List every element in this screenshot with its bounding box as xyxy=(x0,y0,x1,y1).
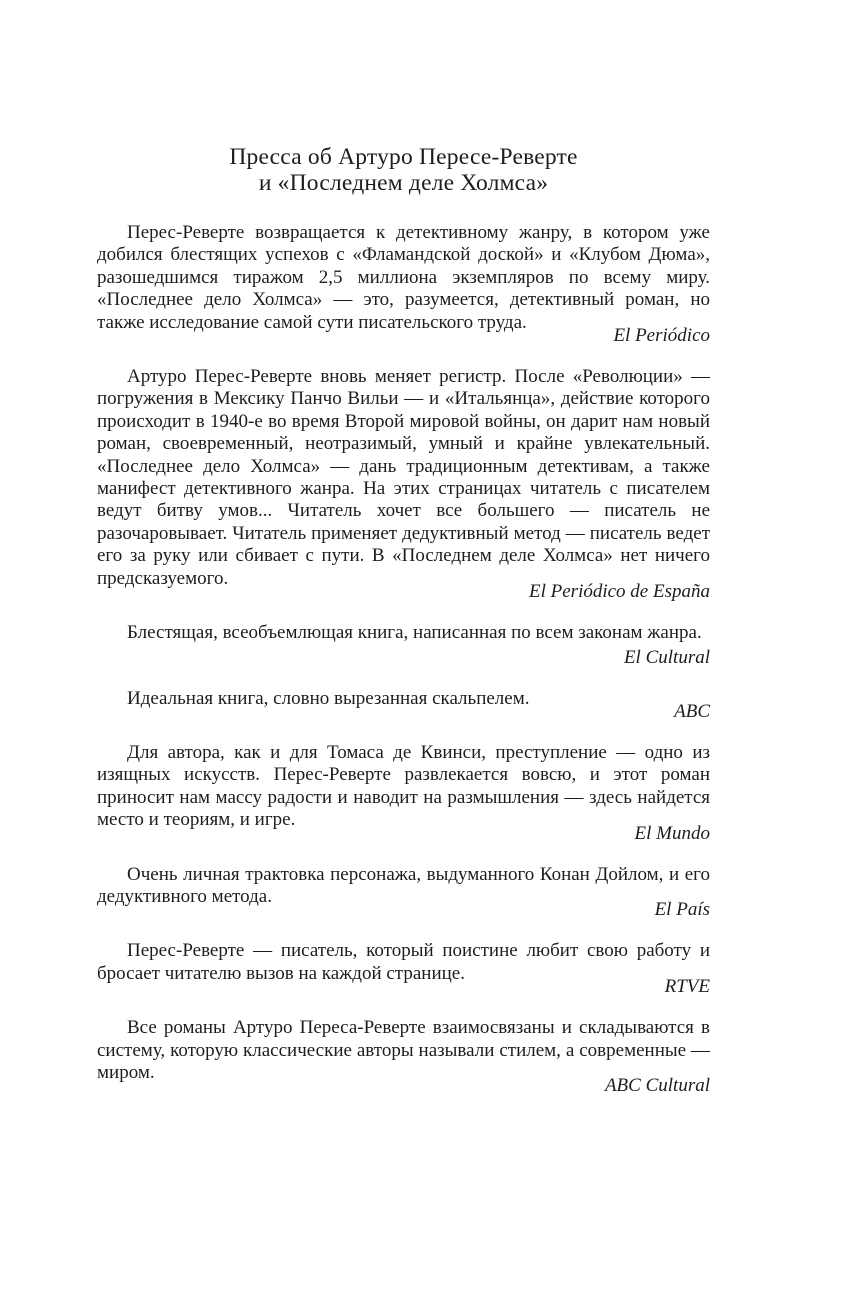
press-quote-rtve xyxy=(97,940,710,998)
quote-text: Очень личная трактовка персонажа, выдуманного Конан Дойлом, и его дедуктивного метода. xyxy=(97,863,710,907)
quote-source: ABC xyxy=(674,700,710,722)
quote-source: El Periódico de España xyxy=(529,581,710,603)
quote-text: Перес-Реверте возвращается к детективному жанру, в котором уже добился блестящих успехов с «Фламандской доской» и «Клубом Дюма», разошедшимся тиражом 2,5 миллиона экземпляров по всему миру. «Последнее дело Холмса» — это, разумеется, детективный роман, но также исследование самой сути писательского труда. xyxy=(97,222,710,333)
press-quote-el-periodico xyxy=(97,222,710,347)
quote-source: El País xyxy=(654,899,710,921)
press-quote-abc xyxy=(97,688,710,723)
page-title xyxy=(97,144,710,196)
press-quote-el-cultural xyxy=(97,622,710,668)
page-content xyxy=(97,144,710,1116)
press-quote-el-pais xyxy=(97,864,710,922)
quote-text: Артуро Перес-Реверте вновь меняет регистр. После «Революции» — погружения в Мексику Панчо Вильи — и «Итальянца», действие которого происходит в 1940-е во время Второй мировой войны, он дарит нам новый роман, своевременный, неотразимый, умный и крайне увлекательный. «Последнее дело Холмса» — дань традиционным детективам, а также манифест детективного жанра. На этих страницах читатель с писателем ведут битву умов... Читатель хочет все большего — писатель не разочаровывает. Читатель применяет дедуктивный метод — писатель ведет его за руку или сбивает с пути. В «Последнем деле Холмса» нет ничего предсказуемого. xyxy=(97,366,710,589)
quote-text: Идеальная книга, словно вырезанная скальпелем. xyxy=(127,687,530,709)
page-title-line-1: Пресса об Артуро Пересе-Реверте xyxy=(229,144,578,170)
quote-source: RTVE xyxy=(664,976,710,998)
quote-text: Для автора, как и для Томаса де Квинси, преступление — одно из изящных искусств. Перес-Реверте развлекается вовсю, и этот роман приносит нам массу радости и наводит на размышления — здесь найдется место и теориям, и игре. xyxy=(97,741,710,831)
press-quote-el-mundo xyxy=(97,742,710,845)
press-quote-abc-cultural xyxy=(97,1017,710,1097)
page-title-line-2: и «Последнем деле Холмса» xyxy=(258,170,549,196)
quote-source: El Periódico xyxy=(613,325,710,347)
quote-text: Перес-Реверте — писатель, который поистине любит свою работу и бросает читателю вызов на каждой странице. xyxy=(97,940,710,984)
quote-source: ABC Cultural xyxy=(604,1075,710,1097)
quote-text: Блестящая, всеобъемлющая книга, написанная по всем законам жанра. xyxy=(127,622,702,644)
quote-source: El Cultural xyxy=(623,646,710,668)
quote-text: Все романы Артуро Переса-Реверте взаимосвязаны и складываются в систему, которую классические авторы называли стилем, а современные — миром. xyxy=(97,1017,710,1083)
press-quote-el-periodico-de-espana xyxy=(97,366,710,603)
quote-source: El Mundo xyxy=(634,822,710,844)
